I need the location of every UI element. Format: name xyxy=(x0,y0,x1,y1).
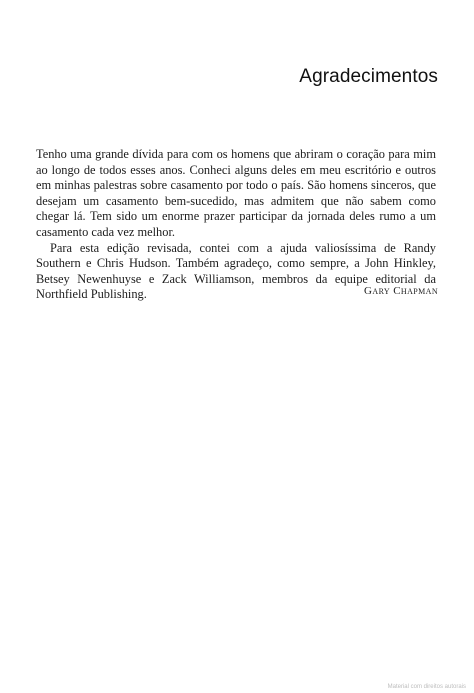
paragraph-1: Tenho uma grande dívida para com os homens que abriram o coração para mim ao longo de todos esses anos. Conheci alguns deles em meu escritório e outros em minhas palestras sobre casamento por todo o país. São homens sinceros, que desejam um casamento bem-sucedido, mas admitem que não sabem como chegar lá. Tem sido um enorme prazer participar da jornada deles rumo a um casamento cada vez melhor. xyxy=(36,147,436,239)
author-signature: Gary Chapman xyxy=(364,285,438,297)
page-title: Agradecimentos xyxy=(299,66,438,87)
copyright-watermark: Material com direitos autorais xyxy=(387,684,466,690)
paragraph-2: Para esta edição revisada, contei com a ajuda valiosíssima de Randy Southern e Chris Hudson. Também agradeço, como sempre, a John Hinkley, Betsey Newenhuyse e Zack Williamson, membros da equipe editorial da Northfield Publishing. xyxy=(36,240,436,302)
acknowledgments-body xyxy=(36,147,436,303)
